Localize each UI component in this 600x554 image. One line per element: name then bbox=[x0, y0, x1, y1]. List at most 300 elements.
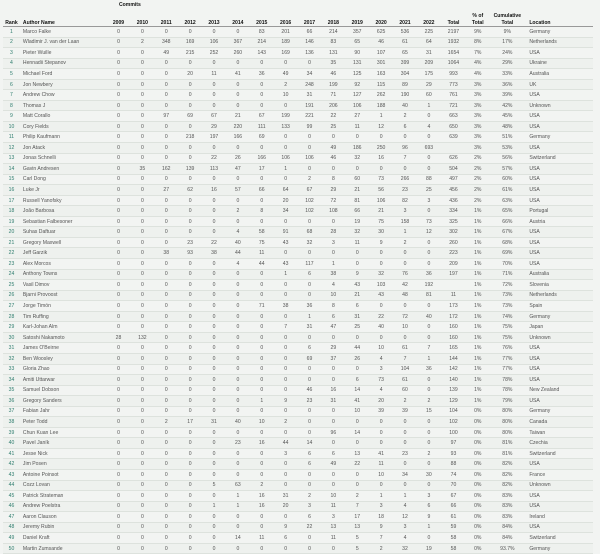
year-cell: 0 bbox=[202, 195, 226, 206]
year-cell: 0 bbox=[154, 280, 178, 291]
author-cell: Wladimir J. van der Laan bbox=[20, 37, 107, 48]
year-cell: 0 bbox=[130, 206, 154, 217]
year-cell: 0 bbox=[178, 438, 202, 449]
cumulative-cell: 84% bbox=[489, 522, 525, 533]
year-cell: 0 bbox=[250, 143, 274, 154]
pct-cell: 1% bbox=[466, 375, 489, 386]
year-cell: 0 bbox=[393, 301, 417, 312]
year-cell: 0 bbox=[154, 406, 178, 417]
year-cell: 2 bbox=[226, 206, 250, 217]
year-cell: 46 bbox=[298, 385, 322, 396]
rank-cell: 6 bbox=[3, 79, 20, 90]
year-cell: 0 bbox=[178, 364, 202, 375]
year-cell: 0 bbox=[274, 343, 298, 354]
table-row bbox=[3, 501, 593, 512]
year-cell: 0 bbox=[321, 375, 345, 386]
total-cell: 1064 bbox=[441, 58, 466, 69]
year-cell: 0 bbox=[107, 459, 131, 470]
pct-cell: 4% bbox=[466, 58, 489, 69]
year-cell: 0 bbox=[250, 543, 274, 554]
year-cell: 0 bbox=[107, 269, 131, 280]
table-row bbox=[3, 522, 593, 533]
year-cell: 252 bbox=[202, 48, 226, 59]
year-cell: 0 bbox=[250, 90, 274, 101]
year-cell: 0 bbox=[417, 259, 441, 270]
year-cell: 34 bbox=[298, 69, 322, 80]
year-cell: 0 bbox=[226, 58, 250, 69]
cumulative-cell: 82% bbox=[489, 480, 525, 491]
year-cell: 0 bbox=[202, 259, 226, 270]
total-cell: 59 bbox=[441, 522, 466, 533]
rank-cell: 3 bbox=[3, 48, 20, 59]
year-cell: 0 bbox=[202, 533, 226, 544]
year-cell: 0 bbox=[274, 543, 298, 554]
pct-cell: 0% bbox=[466, 469, 489, 480]
year-cell: 106 bbox=[345, 100, 369, 111]
location-cell: Portugal bbox=[525, 206, 593, 217]
year-cell: 0 bbox=[130, 100, 154, 111]
location-cell: Spain bbox=[525, 301, 593, 312]
year-cell: 0 bbox=[178, 195, 202, 206]
year-cell: 0 bbox=[298, 364, 322, 375]
year-cell: 348 bbox=[154, 37, 178, 48]
year-cell: 0 bbox=[130, 501, 154, 512]
year-cell: 67 bbox=[298, 185, 322, 196]
year-cell: 0 bbox=[274, 100, 298, 111]
year-cell: 169 bbox=[274, 48, 298, 59]
table-row bbox=[3, 132, 593, 143]
year-cell: 0 bbox=[226, 311, 250, 322]
year-cell: 40 bbox=[226, 237, 250, 248]
year-cell: 0 bbox=[202, 469, 226, 480]
year-cell: 2 bbox=[130, 37, 154, 48]
year-cell: 197 bbox=[202, 132, 226, 143]
year-cell: 21 bbox=[369, 206, 393, 217]
year-cell: 22 bbox=[345, 459, 369, 470]
year-cell: 0 bbox=[250, 343, 274, 354]
location-cell: USA bbox=[525, 459, 593, 470]
year-cell: 66 bbox=[345, 206, 369, 217]
year-cell: 0 bbox=[202, 385, 226, 396]
year-cell: 0 bbox=[154, 459, 178, 470]
author-cell: Amiti Uttarwar bbox=[20, 375, 107, 386]
year-cell: 199 bbox=[321, 79, 345, 90]
author-cell: Satoshi Nakamoto bbox=[20, 332, 107, 343]
table-row bbox=[3, 27, 593, 38]
total-cell: 74 bbox=[441, 469, 466, 480]
year-cell: 0 bbox=[369, 259, 393, 270]
cumulative-cell: 29% bbox=[489, 58, 525, 69]
total-cell: 663 bbox=[441, 111, 466, 122]
year-cell: 22 bbox=[298, 522, 322, 533]
year-cell: 0 bbox=[345, 259, 369, 270]
author-cell: Thomas J bbox=[20, 100, 107, 111]
year-cell: 0 bbox=[107, 290, 131, 301]
year-cell: 0 bbox=[250, 311, 274, 322]
year-cell: 0 bbox=[178, 90, 202, 101]
location-cell: USA bbox=[525, 522, 593, 533]
year-cell: 0 bbox=[417, 237, 441, 248]
year-cell: 61 bbox=[393, 37, 417, 48]
location-cell: Unknown bbox=[525, 100, 593, 111]
year-cell: 0 bbox=[274, 375, 298, 386]
year-cell: 0 bbox=[417, 375, 441, 386]
year-cell: 0 bbox=[178, 543, 202, 554]
year-cell: 11 bbox=[202, 69, 226, 80]
year-cell: 92 bbox=[345, 79, 369, 90]
year-cell: 29 bbox=[321, 185, 345, 196]
year-cell: 0 bbox=[274, 216, 298, 227]
year-cell: 0 bbox=[130, 237, 154, 248]
year-header: 2012 bbox=[178, 13, 202, 27]
year-cell: 367 bbox=[226, 37, 250, 48]
pct-cell: 0% bbox=[466, 501, 489, 512]
total-cell: 104 bbox=[441, 406, 466, 417]
location-cell: USA bbox=[525, 90, 593, 101]
cumulative-cell: 81% bbox=[489, 448, 525, 459]
year-cell: 0 bbox=[107, 164, 131, 175]
rank-cell: 25 bbox=[3, 280, 20, 291]
year-cell: 49 bbox=[154, 48, 178, 59]
year-cell: 26 bbox=[226, 153, 250, 164]
year-cell: 0 bbox=[130, 301, 154, 312]
year-cell: 0 bbox=[107, 543, 131, 554]
year-cell: 0 bbox=[298, 469, 322, 480]
year-cell: 0 bbox=[107, 301, 131, 312]
year-cell: 0 bbox=[250, 427, 274, 438]
year-cell: 7 bbox=[393, 153, 417, 164]
year-cell: 111 bbox=[250, 121, 274, 132]
year-cell: 36 bbox=[250, 69, 274, 80]
year-cell: 192 bbox=[417, 280, 441, 291]
year-cell: 162 bbox=[154, 164, 178, 175]
year-cell: 0 bbox=[154, 501, 178, 512]
year-cell: 0 bbox=[107, 396, 131, 407]
year-cell: 0 bbox=[107, 79, 131, 90]
year-cell: 43 bbox=[274, 259, 298, 270]
year-cell: 0 bbox=[321, 248, 345, 259]
total-cell: 58 bbox=[441, 533, 466, 544]
pct-cell: 9% bbox=[466, 27, 489, 38]
author-table bbox=[3, 13, 593, 554]
year-cell: 36 bbox=[417, 269, 441, 280]
year-cell: 0 bbox=[226, 322, 250, 333]
year-cell: 39 bbox=[393, 406, 417, 417]
cumulative-cell: 69% bbox=[489, 248, 525, 259]
year-cell: 4 bbox=[226, 227, 250, 238]
year-cell: 10 bbox=[250, 417, 274, 428]
author-cell: Gregory Sanders bbox=[20, 396, 107, 407]
year-cell: 0 bbox=[202, 269, 226, 280]
year-cell: 214 bbox=[321, 27, 345, 38]
location-cell: USA bbox=[525, 396, 593, 407]
year-cell: 136 bbox=[298, 48, 322, 59]
year-cell: 0 bbox=[107, 237, 131, 248]
year-cell: 83 bbox=[321, 37, 345, 48]
year-cell: 0 bbox=[274, 469, 298, 480]
year-cell: 0 bbox=[226, 269, 250, 280]
year-cell: 1 bbox=[417, 100, 441, 111]
table-row bbox=[3, 343, 593, 354]
author-cell: Daniel Kraft bbox=[20, 533, 107, 544]
year-cell: 0 bbox=[130, 353, 154, 364]
year-cell: 0 bbox=[417, 438, 441, 449]
location-cell: Taiwan bbox=[525, 427, 593, 438]
year-cell: 0 bbox=[202, 290, 226, 301]
year-cell: 18 bbox=[369, 512, 393, 523]
location-cell: Netherlands bbox=[525, 290, 593, 301]
year-cell: 10 bbox=[369, 469, 393, 480]
year-cell: 0 bbox=[345, 332, 369, 343]
year-cell: 0 bbox=[154, 269, 178, 280]
year-cell: 106 bbox=[274, 153, 298, 164]
year-cell: 189 bbox=[274, 37, 298, 48]
total-cell: 144 bbox=[441, 353, 466, 364]
cumulative-cell: 84% bbox=[489, 533, 525, 544]
location-cell: Czechia bbox=[525, 438, 593, 449]
pct-cell: 1% bbox=[466, 206, 489, 217]
year-cell: 0 bbox=[178, 501, 202, 512]
author-cell: Carl Dong bbox=[20, 174, 107, 185]
year-cell: 0 bbox=[130, 396, 154, 407]
year-cell: 0 bbox=[154, 322, 178, 333]
year-cell: 186 bbox=[345, 143, 369, 154]
year-cell: 0 bbox=[107, 111, 131, 122]
rank-cell: 31 bbox=[3, 343, 20, 354]
year-cell: 42 bbox=[393, 280, 417, 291]
pct-cell: 1% bbox=[466, 364, 489, 375]
table-row bbox=[3, 100, 593, 111]
pct-cell: 0% bbox=[466, 459, 489, 470]
year-cell: 13 bbox=[321, 522, 345, 533]
year-cell: 132 bbox=[130, 332, 154, 343]
year-cell: 0 bbox=[130, 343, 154, 354]
year-cell: 0 bbox=[178, 153, 202, 164]
pct-cell: 1% bbox=[466, 269, 489, 280]
cumulative-cell: 67% bbox=[489, 227, 525, 238]
year-cell: 0 bbox=[321, 216, 345, 227]
rank-cell: 26 bbox=[3, 290, 20, 301]
year-cell: 0 bbox=[107, 469, 131, 480]
year-cell: 117 bbox=[298, 259, 322, 270]
pct-cell: 3% bbox=[466, 100, 489, 111]
year-cell: 0 bbox=[178, 227, 202, 238]
year-cell: 82 bbox=[393, 195, 417, 206]
pct-cell: 1% bbox=[466, 237, 489, 248]
author-cell: Chun Kuan Lee bbox=[20, 427, 107, 438]
year-cell: 0 bbox=[107, 248, 131, 259]
author-cell: Samuel Dobson bbox=[20, 385, 107, 396]
total-cell: 173 bbox=[441, 301, 466, 312]
year-cell: 0 bbox=[130, 522, 154, 533]
year-cell: 1 bbox=[369, 491, 393, 502]
year-cell: 2 bbox=[298, 491, 322, 502]
year-cell: 0 bbox=[107, 491, 131, 502]
year-cell: 0 bbox=[202, 512, 226, 523]
year-cell: 71 bbox=[250, 301, 274, 312]
pct-cell: 1% bbox=[466, 343, 489, 354]
location-cell: USA bbox=[525, 353, 593, 364]
year-cell: 0 bbox=[202, 100, 226, 111]
cumulative-cell: 73% bbox=[489, 301, 525, 312]
location-cell: USA bbox=[525, 491, 593, 502]
year-cell: 166 bbox=[250, 153, 274, 164]
year-cell: 0 bbox=[107, 501, 131, 512]
author-cell: Bjarni Provoost bbox=[20, 290, 107, 301]
year-cell: 0 bbox=[178, 311, 202, 322]
year-cell: 90 bbox=[345, 48, 369, 59]
cumulative-cell: 83% bbox=[489, 501, 525, 512]
total-cell: 302 bbox=[441, 227, 466, 238]
rank-cell: 16 bbox=[3, 185, 20, 196]
rank-cell: 12 bbox=[3, 143, 20, 154]
year-cell: 266 bbox=[393, 174, 417, 185]
year-cell: 40 bbox=[369, 322, 393, 333]
table-row bbox=[3, 353, 593, 364]
year-cell: 2 bbox=[274, 417, 298, 428]
location-header: Location bbox=[525, 13, 593, 27]
year-cell: 0 bbox=[298, 58, 322, 69]
year-cell: 0 bbox=[154, 533, 178, 544]
year-cell: 0 bbox=[178, 353, 202, 364]
total-cell: 993 bbox=[441, 69, 466, 80]
year-cell: 0 bbox=[107, 132, 131, 143]
rank-cell: 29 bbox=[3, 322, 20, 333]
total-cell: 93 bbox=[441, 448, 466, 459]
location-cell: Germany bbox=[525, 406, 593, 417]
pct-cell: 0% bbox=[466, 406, 489, 417]
total-cell: 67 bbox=[441, 491, 466, 502]
year-cell: 625 bbox=[369, 27, 393, 38]
table-row bbox=[3, 543, 593, 554]
pct-cell: 2% bbox=[466, 195, 489, 206]
year-cell: 0 bbox=[417, 153, 441, 164]
rank-cell: 50 bbox=[3, 543, 20, 554]
year-cell: 3 bbox=[369, 364, 393, 375]
rank-cell: 39 bbox=[3, 427, 20, 438]
year-cell: 0 bbox=[226, 448, 250, 459]
year-cell: 71 bbox=[321, 90, 345, 101]
total-cell: 88 bbox=[441, 459, 466, 470]
year-cell: 0 bbox=[298, 533, 322, 544]
table-row bbox=[3, 385, 593, 396]
year-cell: 0 bbox=[130, 364, 154, 375]
year-cell: 0 bbox=[178, 480, 202, 491]
year-cell: 0 bbox=[178, 396, 202, 407]
total-cell: 436 bbox=[441, 195, 466, 206]
total-cell: 172 bbox=[441, 311, 466, 322]
year-cell: 0 bbox=[130, 153, 154, 164]
total-header: Total bbox=[441, 13, 466, 27]
year-cell: 2 bbox=[393, 396, 417, 407]
year-cell: 0 bbox=[369, 164, 393, 175]
year-cell: 0 bbox=[178, 332, 202, 343]
year-cell: 61 bbox=[393, 343, 417, 354]
year-cell: 1 bbox=[250, 396, 274, 407]
pct-cell: 3% bbox=[466, 143, 489, 154]
year-cell: 0 bbox=[178, 121, 202, 132]
year-cell: 28 bbox=[321, 227, 345, 238]
year-cell: 9 bbox=[417, 512, 441, 523]
total-cell bbox=[441, 280, 466, 291]
year-cell: 36 bbox=[298, 301, 322, 312]
year-cell: 22 bbox=[369, 311, 393, 322]
cumulative-cell: 71% bbox=[489, 269, 525, 280]
year-cell: 6 bbox=[298, 343, 322, 354]
year-cell: 12 bbox=[393, 512, 417, 523]
total-cell: 626 bbox=[441, 153, 466, 164]
year-header: 2013 bbox=[202, 13, 226, 27]
table-row bbox=[3, 79, 593, 90]
year-cell: 7 bbox=[369, 533, 393, 544]
location-cell: Slovenia bbox=[525, 280, 593, 291]
year-cell: 0 bbox=[369, 301, 393, 312]
rank-cell: 40 bbox=[3, 438, 20, 449]
cumulative-cell: 80% bbox=[489, 417, 525, 428]
year-cell: 0 bbox=[107, 417, 131, 428]
year-cell: 0 bbox=[274, 406, 298, 417]
year-cell: 0 bbox=[274, 58, 298, 69]
year-cell: 158 bbox=[393, 216, 417, 227]
pct-cell: 0% bbox=[466, 533, 489, 544]
year-cell: 0 bbox=[393, 259, 417, 270]
year-cell: 31 bbox=[417, 48, 441, 59]
year-cell: 0 bbox=[417, 322, 441, 333]
rank-cell: 4 bbox=[3, 58, 20, 69]
commits-group-label: Commits bbox=[119, 2, 141, 8]
rank-cell: 15 bbox=[3, 174, 20, 185]
year-cell: 225 bbox=[417, 27, 441, 38]
year-cell: 0 bbox=[202, 543, 226, 554]
table-row bbox=[3, 417, 593, 428]
year-cell: 0 bbox=[130, 27, 154, 38]
year-cell: 31 bbox=[345, 311, 369, 322]
year-cell: 0 bbox=[154, 237, 178, 248]
pct-cell: 0% bbox=[466, 512, 489, 523]
year-cell: 72 bbox=[393, 311, 417, 322]
author-cell: Anthony Towns bbox=[20, 269, 107, 280]
year-cell: 2 bbox=[393, 111, 417, 122]
year-cell: 0 bbox=[226, 375, 250, 386]
year-cell: 0 bbox=[202, 216, 226, 227]
total-cell: 129 bbox=[441, 396, 466, 407]
cumulative-cell: 65% bbox=[489, 206, 525, 217]
year-cell: 0 bbox=[107, 227, 131, 238]
pct-cell: 1% bbox=[466, 322, 489, 333]
pct-cell: 4% bbox=[466, 69, 489, 80]
pct-cell: 1% bbox=[466, 332, 489, 343]
location-cell: USA bbox=[525, 48, 593, 59]
location-cell: Germany bbox=[525, 311, 593, 322]
year-header: 2018 bbox=[321, 13, 345, 27]
year-cell: 0 bbox=[298, 143, 322, 154]
year-cell: 38 bbox=[321, 269, 345, 280]
year-cell: 0 bbox=[226, 385, 250, 396]
year-cell: 60 bbox=[345, 174, 369, 185]
year-cell: 0 bbox=[202, 459, 226, 470]
year-cell: 0 bbox=[107, 280, 131, 291]
year-cell: 0 bbox=[130, 69, 154, 80]
year-cell: 0 bbox=[226, 543, 250, 554]
year-cell: 20 bbox=[274, 501, 298, 512]
author-cell: Tim Ruffing bbox=[20, 311, 107, 322]
pct-cell: 1% bbox=[466, 259, 489, 270]
location-cell: Switzerland bbox=[525, 448, 593, 459]
year-cell: 0 bbox=[226, 459, 250, 470]
year-cell: 0 bbox=[178, 522, 202, 533]
pct-cell: 1% bbox=[466, 280, 489, 291]
year-cell: 60 bbox=[393, 385, 417, 396]
